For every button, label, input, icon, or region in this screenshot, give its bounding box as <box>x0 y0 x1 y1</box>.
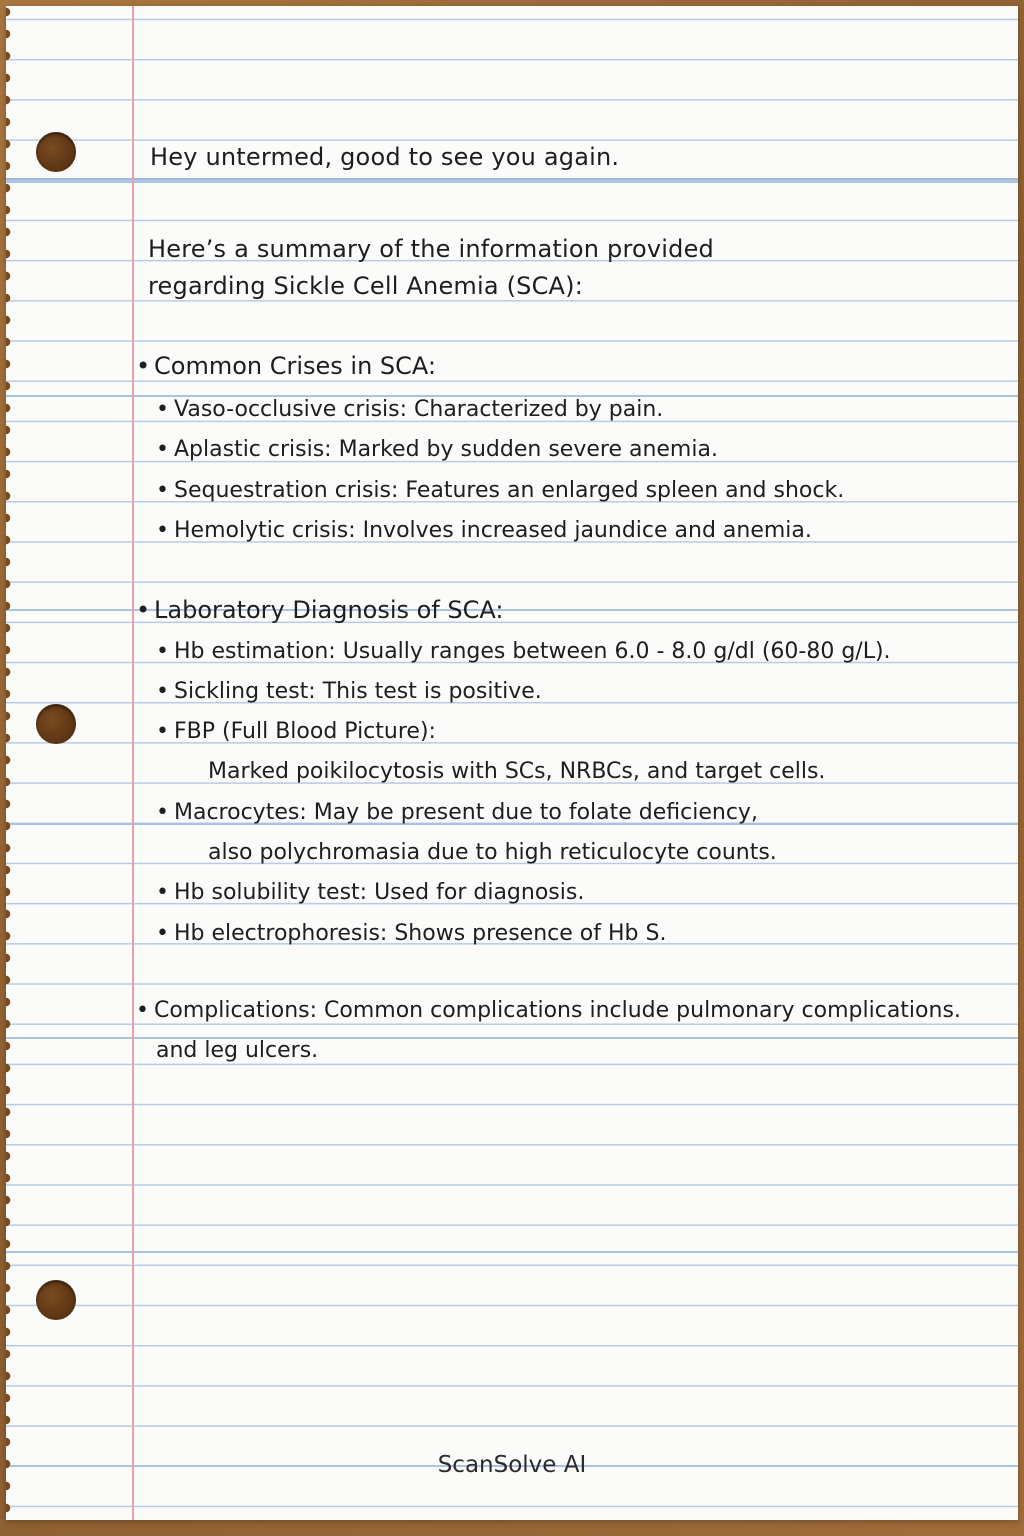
bullet-icon: • <box>136 596 151 624</box>
list-item: • Sequestration crisis: Features an enlarged spleen and shock. <box>156 478 845 503</box>
list-item-continuation: Marked poikilocytosis with SCs, NRBCs, and target cells. <box>208 759 826 784</box>
page-perforation-edge <box>6 6 14 1520</box>
list-item: • Sickling test: This test is positive. <box>156 679 542 704</box>
bullet-icon: • <box>156 639 169 664</box>
list-item: • FBP (Full Blood Picture): <box>156 719 436 744</box>
binder-hole <box>36 1280 76 1320</box>
intro-line: Here’s a summary of the information provided <box>148 235 714 263</box>
bullet-icon: • <box>156 679 169 704</box>
list-item: • Hb electrophoresis: Shows presence of Hb S. <box>156 921 667 946</box>
list-item-continuation: also polychromasia due to high reticulocyte counts. <box>208 840 777 865</box>
list-item: • Macrocytes: May be present due to folate deficiency, <box>156 800 758 825</box>
list-item: • Hb solubility test: Used for diagnosis. <box>156 880 585 905</box>
bullet-icon: • <box>156 518 169 543</box>
bullet-icon: • <box>156 921 169 946</box>
section-heading-lab-diagnosis: • Laboratory Diagnosis of SCA: <box>136 596 504 624</box>
bullet-icon: • <box>156 397 169 422</box>
bullet-icon: • <box>156 719 169 744</box>
bullet-icon: • <box>156 800 169 825</box>
bullet-icon: • <box>136 352 151 380</box>
binder-hole <box>36 132 76 172</box>
greeting-line: Hey untermed, good to see you again. <box>150 143 620 171</box>
margin-rule <box>132 6 134 1520</box>
bullet-icon: • <box>156 880 169 905</box>
list-item-continuation: and leg ulcers. <box>156 1038 319 1063</box>
intro-line: regarding Sickle Cell Anemia (SCA): <box>148 272 584 300</box>
bullet-icon: • <box>156 478 169 503</box>
section-heading-crises: • Common Crises in SCA: <box>136 352 436 380</box>
bullet-icon: • <box>156 437 169 462</box>
notebook-page <box>6 6 1018 1520</box>
footer-brand: ScanSolve AI <box>437 1452 587 1478</box>
list-item: • Hb estimation: Usually ranges between 6.0 - 8.0 g/dl (60-80 g/L). <box>156 639 891 664</box>
list-item: • Aplastic crisis: Marked by sudden severe anemia. <box>156 437 718 462</box>
header-rule <box>6 178 1018 180</box>
list-item: • Hemolytic crisis: Involves increased jaundice and anemia. <box>156 518 812 543</box>
bullet-icon: • <box>136 998 149 1023</box>
list-item: • Vaso-occlusive crisis: Characterized by pain. <box>156 397 664 422</box>
binder-hole <box>36 704 76 744</box>
section-heading-complications: • Complications: Common complications include pulmonary complications. <box>136 998 961 1023</box>
